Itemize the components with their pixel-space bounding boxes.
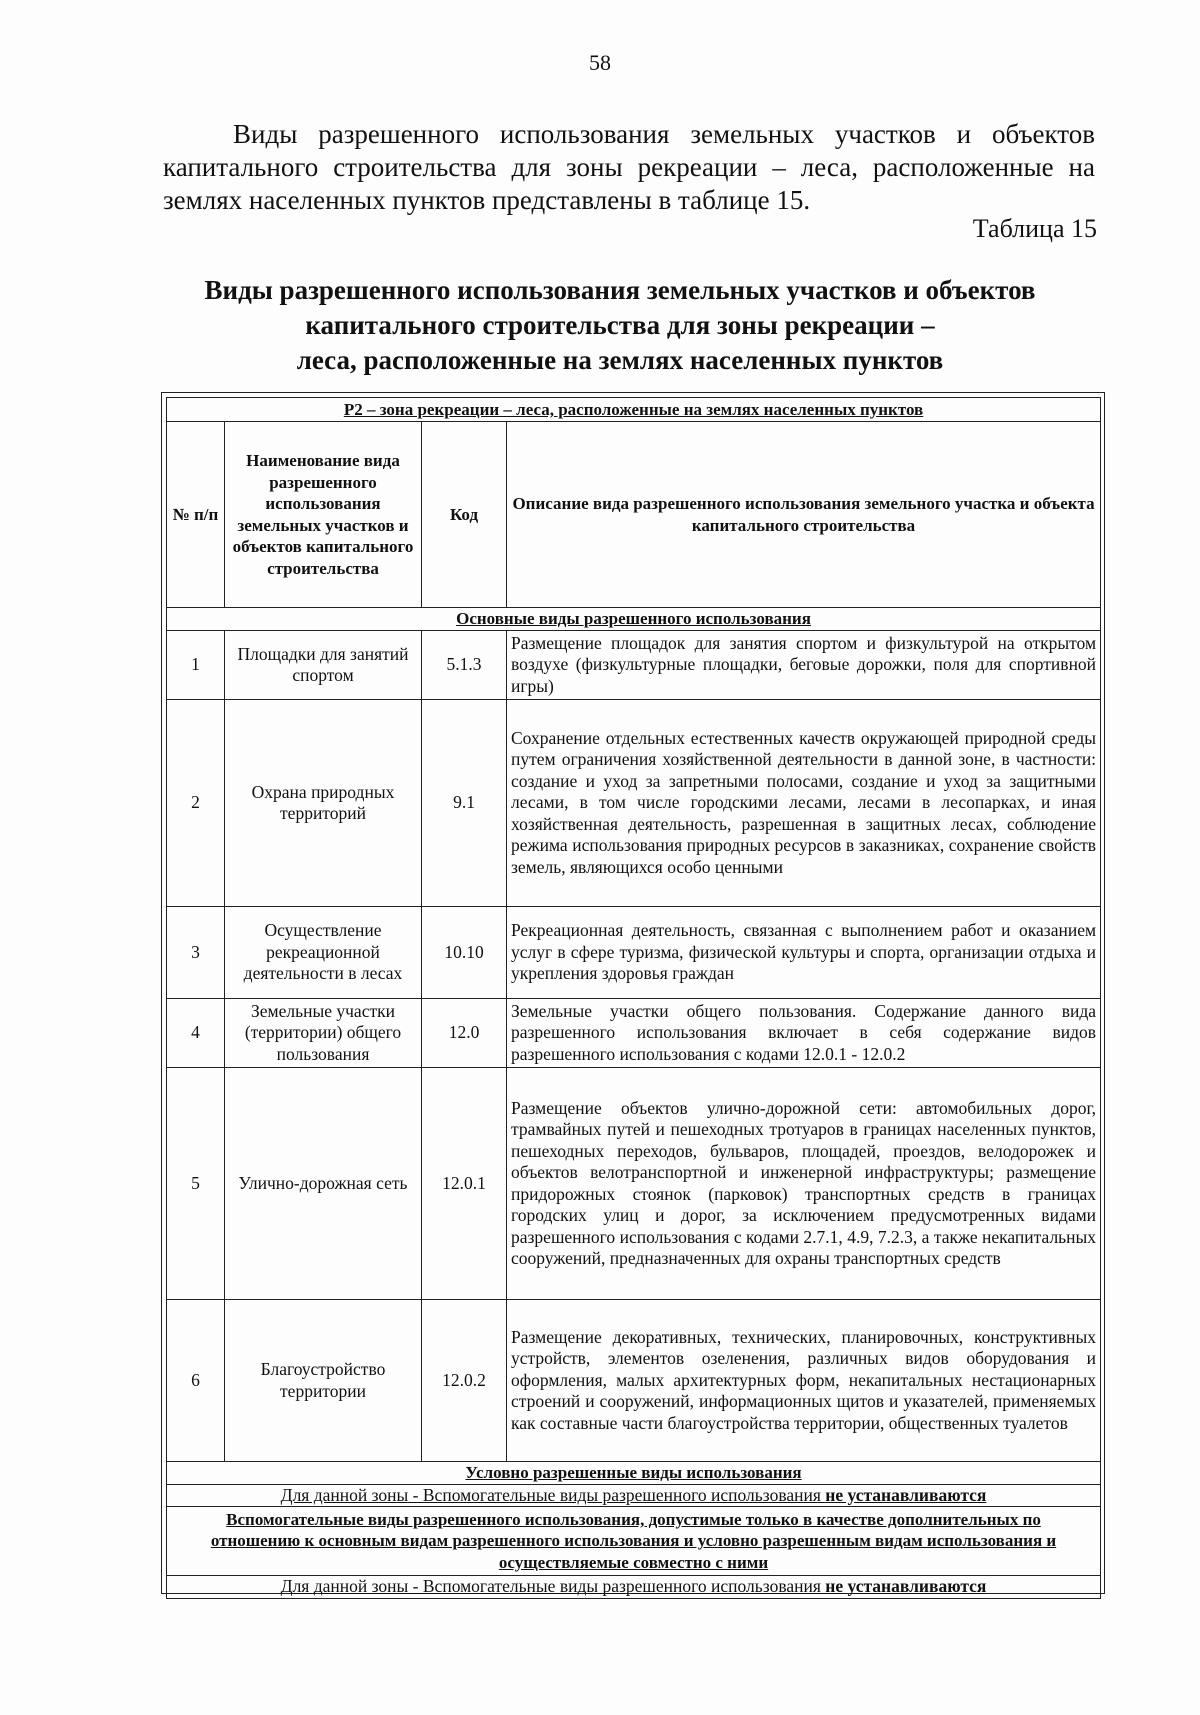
row-num: 2	[167, 700, 225, 907]
column-header-code: Код	[422, 422, 507, 608]
auxiliary-section-header	[167, 1507, 1101, 1576]
column-header-name: Наименование вида разрешенного использования земельных участков и объектов капитального строительства	[225, 422, 422, 608]
auxiliary-note	[167, 1576, 1101, 1599]
conditional-section-header	[167, 1462, 1101, 1485]
table-row	[167, 1068, 1101, 1300]
row-name: Охрана природных территорий	[225, 700, 422, 907]
table-title-line: капитального строительства для зоны рекреации –	[305, 310, 935, 340]
conditional-note-prefix: Для данной зоны - Вспомогательные виды разрешенного использования	[280, 1484, 826, 1505]
row-desc: Размещение объектов улично-дорожной сети: автомобильных дорог, трамвайных путей и пешеходных тротуаров в границах населенных пунктов, пешеходных переходов, бульваров, площадей, проездов, велодорожек и объектов велотранспортной и инженерной инфраструктуры; размещение придорожных стоянок (парковок) транспортных средств в границах городских улиц и дорог, за исключением предусмотренных видами разрешенного использования с кодами 2.7.1, 4.9, 7.2.3, а также некапитальных сооружений, предназначенных для охраны транспортных средств	[507, 1068, 1101, 1300]
table-row	[167, 700, 1101, 907]
row-name: Осуществление рекреационной деятельности в лесах	[225, 907, 422, 999]
row-code: 12.0.1	[422, 1068, 507, 1300]
table-row	[167, 631, 1101, 700]
row-num: 1	[167, 631, 225, 700]
row-desc: Размещение декоративных, технических, планировочных, конструктивных устройств, элементов озеленения, различных видов оборудования и оформления, малых архитектурных форм, некапитальных нестационарных строений и сооружений, информационных щитов и указателей, применяемых как составные части благоустройства территории, общественных туалетов	[507, 1300, 1101, 1462]
row-name: Благоустройство территории	[225, 1300, 422, 1462]
table-row	[167, 1300, 1101, 1462]
row-num: 5	[167, 1068, 225, 1300]
table-title-line: леса, расположенные на землях населенных пунктов	[296, 345, 944, 375]
row-num: 4	[167, 999, 225, 1068]
row-code: 10.10	[422, 907, 507, 999]
row-code: 9.1	[422, 700, 507, 907]
table-row	[167, 999, 1101, 1068]
auxiliary-section-text: Вспомогательные виды разрешенного использования, допустимые только в качестве дополнительных по отношению к основным видам разрешенного использования и условно разрешенным видам использования и осуществляемые совместно с ними	[210, 1509, 1057, 1572]
intro-paragraph: Виды разрешенного использования земельных участков и объектов капитального строительства для зоны рекреации – леса, расположенные на землях населенных пунктов представлены в таблице 15.	[163, 119, 1095, 215]
column-header-desc: Описание вида разрешенного использования земельного участка и объекта капитального строительства	[507, 422, 1101, 608]
row-code: 12.0.2	[422, 1300, 507, 1462]
row-num: 6	[167, 1300, 225, 1462]
zone-header-text: Р2 – зона рекреации – леса, расположенные на землях населенных пунктов	[343, 399, 924, 419]
row-name: Улично-дорожная сеть	[225, 1068, 422, 1300]
auxiliary-note-bold: не устанавливаются	[825, 1576, 987, 1596]
zone-header	[167, 398, 1101, 422]
conditional-section-text: Условно разрешенные виды использования	[465, 1463, 802, 1482]
row-desc: Рекреационная деятельность, связанная с выполнением работ и оказанием услуг в сфере туризма, физической культуры и спорта, организации отдыха и укрепления здоровья граждан	[507, 907, 1101, 999]
table-label: Таблица 15	[972, 214, 1097, 243]
row-num: 3	[167, 907, 225, 999]
row-name: Площадки для занятий спортом	[225, 631, 422, 700]
row-code: 12.0	[422, 999, 507, 1068]
page-number: 58	[589, 50, 611, 75]
row-code: 5.1.3	[422, 631, 507, 700]
table-title	[140, 273, 1100, 378]
column-header-num: № п/п	[167, 422, 225, 608]
table-title-line: Виды разрешенного использования земельных участков и объектов	[204, 275, 1036, 305]
conditional-note-bold: не устанавливаются	[825, 1484, 987, 1505]
conditional-note	[167, 1484, 1101, 1507]
table-row	[167, 907, 1101, 999]
auxiliary-note-prefix: Для данной зоны - Вспомогательные виды разрешенного использования	[280, 1576, 826, 1596]
row-desc: Сохранение отдельных естественных качеств окружающей природной среды путем ограничения хозяйственной деятельности в данной зоне, в частности: создание и уход за запретными полосами, создание и уход за защитными лесами, в том числе городскими лесами, лесами в лесопарках, и иная хозяйственная деятельность, разрешенная в защитных лесах, соблюдение режима использования природных ресурсов в заказниках, сохранение свойств земель, являющихся особо ценными	[507, 700, 1101, 907]
row-desc: Размещение площадок для занятия спортом и физкультурой на открытом воздухе (физкультурные площадки, беговые дорожки, поля для спортивной игры)	[507, 631, 1101, 700]
zone-table	[166, 397, 1101, 1599]
main-section-text: Основные виды разрешенного использования	[456, 609, 811, 629]
row-name: Земельные участки (территории) общего пользования	[225, 999, 422, 1068]
main-section-header	[167, 608, 1101, 631]
row-desc: Земельные участки общего пользования. Содержание данного вида разрешенного использования включает в себя содержание видов разрешенного использования с кодами 12.0.1 - 12.0.2	[507, 999, 1101, 1068]
